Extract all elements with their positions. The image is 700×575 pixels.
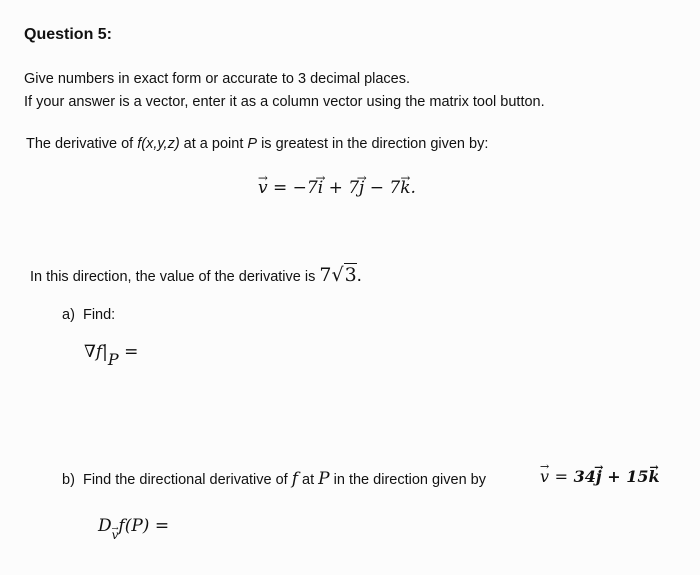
part-a-text: Find: — [82, 307, 116, 323]
part-b-text-suffix: in the direction given by — [329, 472, 486, 488]
value-prefix: In this direction, the value of the derivative is — [30, 269, 320, 285]
question-title: Question 5: — [24, 26, 113, 43]
function-name: f(x,y,z) — [137, 136, 180, 152]
part-b-text-mid: at — [298, 472, 319, 488]
directional-derivative-expression: D→ $_v$f(P) = — [98, 516, 169, 538]
part-b-label: b) — [62, 472, 75, 488]
part-b-direction-vector: → v = 34→ j + 15→ k — [540, 467, 660, 486]
problem-statement — [26, 136, 488, 152]
point-name: P — [247, 136, 258, 152]
part-a-label: a) — [62, 307, 75, 323]
direction-vector-equation: → v = −7→ i + 7→ j − 7→ k. — [258, 178, 416, 198]
part-b-heading — [62, 469, 486, 489]
derivative-value-sentence: In this direction, the value of the derivative is 7√3. — [30, 264, 362, 286]
gradient-expression: $\nabla f|_P$ = — [84, 342, 139, 370]
statement-mid: at a point — [179, 136, 248, 152]
part-b-point: P — [318, 469, 330, 489]
part-b-function: f — [291, 469, 299, 489]
instruction-line-1: Give numbers in exact form or accurate to 3 decimal places. — [24, 71, 411, 87]
statement-suffix: is greatest in the direction given by: — [257, 136, 489, 152]
part-b-text-prefix: Find the directional derivative of — [82, 472, 292, 488]
derivative-value: 7√3 — [319, 264, 357, 286]
statement-prefix: The derivative of — [26, 136, 138, 152]
part-a-heading — [62, 307, 115, 323]
instruction-line-2: If your answer is a vector, enter it as a column vector using the matrix tool button. — [24, 94, 545, 110]
